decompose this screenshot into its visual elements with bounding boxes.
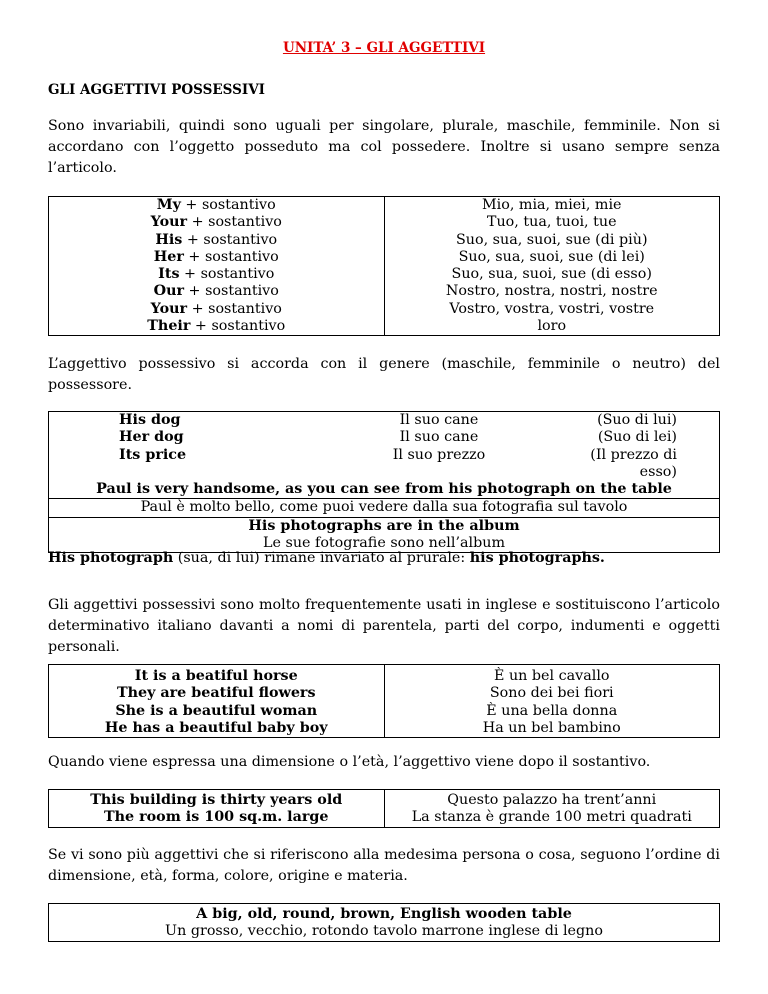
possessive-translation: Vostro, vostra, vostri, vostre [449, 300, 655, 317]
dimensions-it-column [384, 790, 720, 828]
order-example-it: Un grosso, vecchio, rotondo tavolo marrone inglese di legno [165, 923, 603, 940]
examples-cell [49, 412, 720, 499]
intro-paragraph: Sono invariabili, quindi sono uguali per singolare, plurale, maschile, femminile. Non si accordano con l’oggetto posseduto ma col possedere. Inoltre si usano sempre senza l’articolo. [48, 118, 720, 176]
adjectives-en-column [49, 665, 385, 738]
possessive-row: Our + sostantivo [153, 283, 279, 300]
example-row: Its price Il suo prezzo (Il prezzo di esso) [119, 446, 677, 480]
possessive-translation: Suo, sua, suoi, sue (di esso) [451, 266, 652, 283]
order-paragraph: Se vi sono più aggettivi che si riferiscono alla medesima persona o cosa, seguono l’ordine di dimensione, età, forma, colore, origine e materia. [48, 847, 720, 884]
possessive-translation: Nostro, nostra, nostri, nostre [445, 283, 658, 300]
order-table [48, 903, 720, 942]
page-title: UNITA’ 3 – GLI AGGETTIVI [282, 40, 486, 56]
dimension-example: This building is thirty years old [90, 792, 343, 808]
sentence2-it: Le sue fotografie sono nell’album [262, 535, 506, 552]
possessive-translation: Mio, mia, miei, mie [482, 197, 622, 213]
sentence1-en: Paul is very handsome, as you can see from his photograph on the table [96, 481, 672, 498]
order-cell [49, 904, 720, 942]
plural-paragraph: His photograph (sua, di lui) rimane invariato al prurale: his photographs. [48, 550, 605, 566]
possessive-translation: loro [537, 318, 567, 335]
adjectives-it-column [384, 665, 720, 738]
gender-paragraph: L’aggettivo possessivo si accorda con il genere (maschile, femminile o neutro) del possessore. [48, 356, 720, 393]
adjective-example: She is a beautiful woman [115, 702, 318, 719]
adjective-translation: Sono dei bei fiori [489, 685, 614, 702]
usage-paragraph: Gli aggettivi possessivi sono molto frequentemente usati in inglese e sostituiscono l’articolo determinativo italiano davanti a nomi di parentela, parti del corpo, indumenti e oggetti personali. [48, 597, 720, 655]
possessive-translation: Tuo, tua, tuoi, tue [486, 214, 617, 231]
adjective-translation: È un bel cavallo [493, 668, 610, 684]
sentence1-it: Paul è molto bello, come puoi vedere dalla sua fotografia sul tavolo [49, 499, 720, 517]
possessive-translation: Suo, sua, suoi, sue (di più) [455, 231, 648, 248]
dimensions-table [48, 789, 720, 828]
dimension-paragraph: Quando viene espressa una dimensione o l’età, l’aggettivo viene dopo il sostantivo. [48, 754, 651, 770]
adjectives-table [48, 664, 720, 738]
possessive-row: Its + sostantivo [158, 266, 275, 283]
adjective-example: He has a beautiful baby boy [104, 719, 328, 736]
dimension-translation: Questo palazzo ha trent’anni [447, 792, 657, 808]
dimension-translation: La stanza è grande 100 metri quadrati [411, 809, 692, 826]
possessives-table [48, 196, 720, 336]
order-example-en: A big, old, round, brown, English wooden table [196, 906, 572, 922]
possessive-row: My + sostantivo [156, 197, 276, 213]
sentence2-en: His photographs are in the album [248, 517, 520, 534]
possessives-it-column [384, 197, 720, 336]
section-heading: GLI AGGETTIVI POSSESSIVI [48, 82, 265, 98]
possessive-row: His + sostantivo [155, 231, 278, 248]
dimensions-en-column [49, 790, 385, 828]
adjective-example: They are beatiful flowers [116, 685, 316, 702]
possessive-row: Your + sostantivo [150, 214, 282, 231]
dimension-example: The room is 100 sq.m. large [103, 809, 329, 826]
adjective-translation: È una bella donna [486, 702, 618, 719]
possessive-row: Your + sostantivo [150, 300, 282, 317]
adjective-translation: Ha un bel bambino [482, 719, 621, 736]
possessive-translation: Suo, sua, suoi, sue (di lei) [458, 248, 645, 265]
adjective-example: It is a beatiful horse [134, 668, 298, 684]
example-row: His dog Il suo cane (Suo di lui) [119, 412, 677, 428]
example-row: Her dog Il suo cane (Suo di lei) [119, 429, 677, 446]
possessives-en-column [49, 197, 385, 336]
possessive-row: Their + sostantivo [147, 318, 286, 335]
possessive-row: Her + sostantivo [153, 248, 279, 265]
examples-table [48, 411, 720, 553]
